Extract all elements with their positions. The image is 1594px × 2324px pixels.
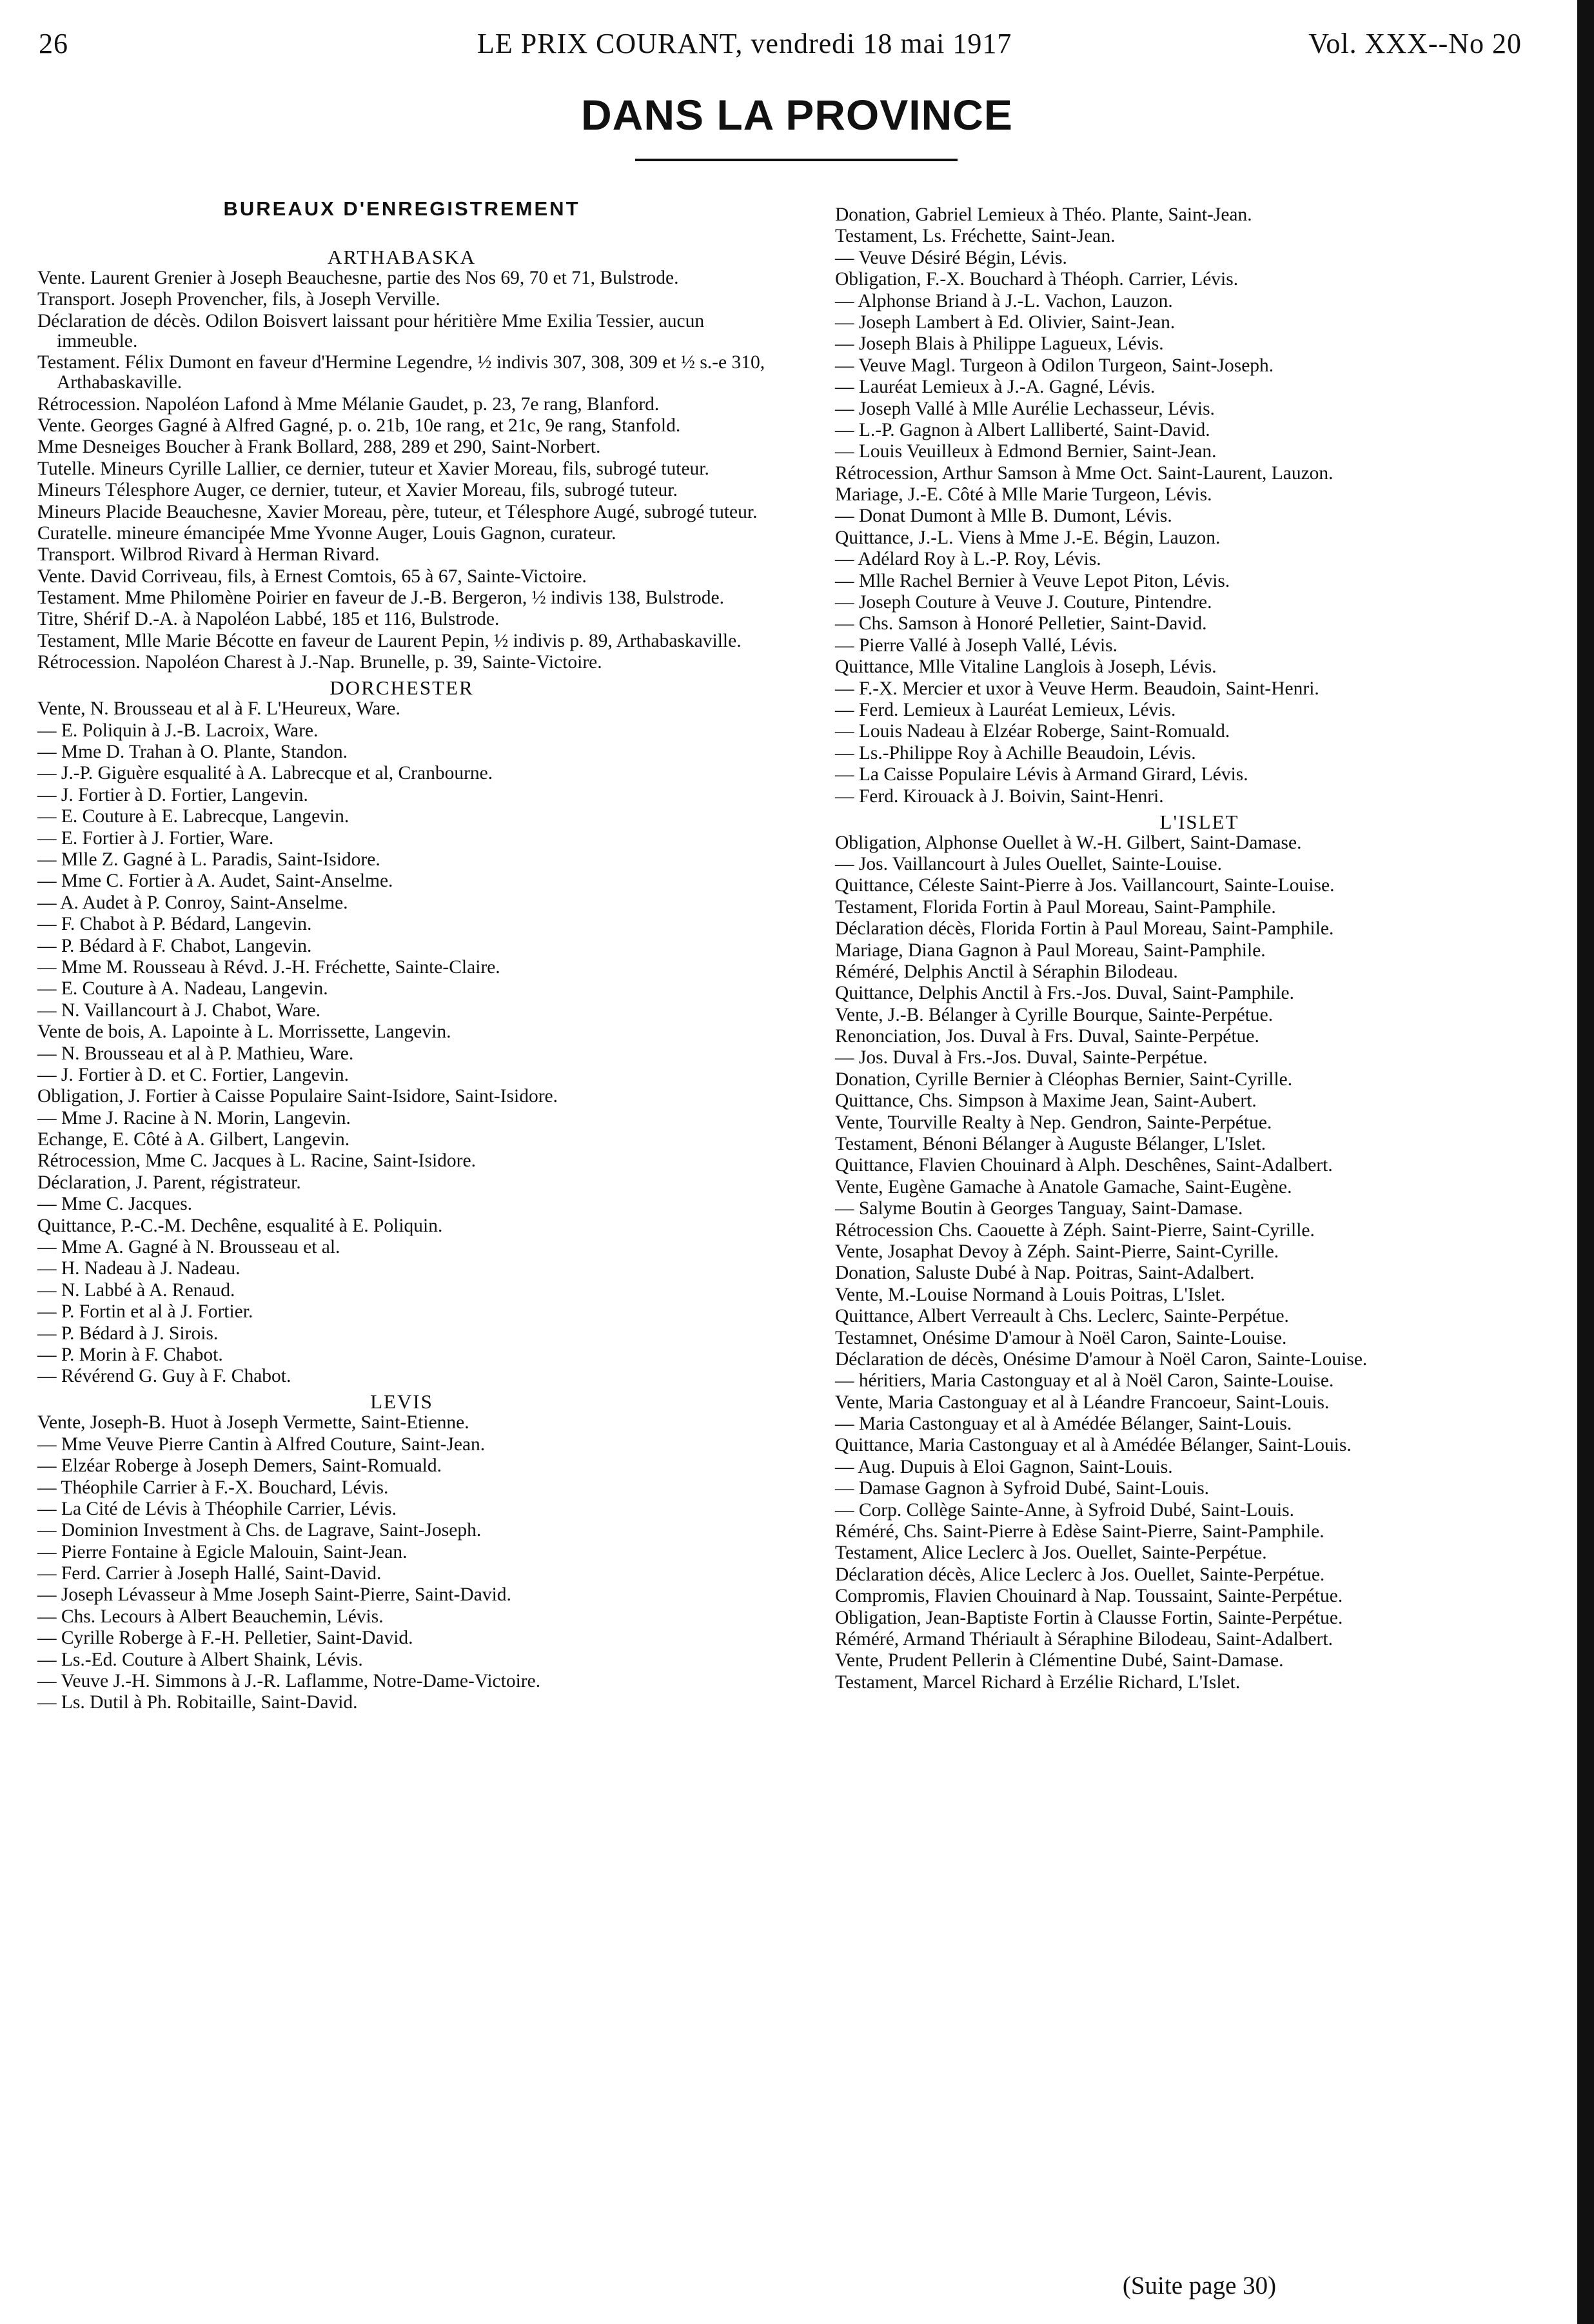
registry-entry: Rétrocession. Napoléon Charest à J.-Nap. Brunelle, p. 39, Sainte-Victoire. [37, 652, 602, 673]
right-column [835, 205, 1564, 1694]
registry-entry: Vente. David Corriveau, fils, à Ernest Comtois, 65 à 67, Sainte-Victoire. [37, 566, 587, 587]
registry-entry: Vente. Laurent Grenier à Joseph Beauchesne, partie des Nos 69, 70 et 71, Bulstrode. [37, 268, 679, 288]
registry-entry: — Joseph Lambert à Ed. Olivier, Saint-Jean. [835, 311, 1176, 333]
registry-entry: — F.-X. Mercier et uxor à Veuve Herm. Beaudoin, Saint-Henri. [835, 678, 1319, 699]
registry-entry: Testamnet, Onésime D'amour à Noël Caron, Sainte-Louise. [835, 1327, 1287, 1348]
registry-entry: — Damase Gagnon à Syfroid Dubé, Saint-Louis. [835, 1478, 1210, 1499]
registry-entry: Vente, Josaphat Devoy à Zéph. Saint-Pierre, Saint-Cyrille. [835, 1241, 1279, 1262]
registry-entry: Echange, E. Côté à A. Gilbert, Langevin. [37, 1129, 350, 1150]
region-heading: ARTHABASKA [328, 246, 476, 268]
registry-entry: — Ferd. Lemieux à Lauréat Lemieux, Lévis. [835, 699, 1176, 720]
registry-entry: — J. Fortier à D. Fortier, Langevin. [37, 784, 308, 805]
registry-entry: — Jos. Duval à Frs.-Jos. Duval, Sainte-Perpétue. [835, 1047, 1208, 1068]
registry-entry: — P. Morin à F. Chabot. [37, 1344, 223, 1365]
registry-entry: — Louis Nadeau à Elzéar Roberge, Saint-Romuald. [835, 721, 1230, 742]
registry-entry: — F. Chabot à P. Bédard, Langevin. [37, 914, 312, 935]
registry-entry: — Ls.-Ed. Couture à Albert Shaink, Lévis. [37, 1649, 363, 1670]
registry-entry: — P. Bédard à J. Sirois. [37, 1323, 219, 1344]
registry-entry: — Mlle Rachel Bernier à Veuve Lepot Piton, Lévis. [835, 570, 1230, 591]
registry-entry: Rétrocession. Napoléon Lafond à Mme Mélanie Gaudet, p. 23, 7e rang, Blanford. [37, 393, 660, 415]
registry-entry: — Mme J. Racine à N. Morin, Langevin. [37, 1107, 351, 1128]
registry-entry: — Dominion Investment à Chs. de Lagrave, Saint-Joseph. [37, 1520, 482, 1541]
registry-entry: Vente, Eugène Gamache à Anatole Gamache, Saint-Eugène. [835, 1176, 1292, 1197]
registry-entry: Réméré, Delphis Anctil à Séraphin Bilodeau. [835, 961, 1178, 982]
registry-entry: — Donat Dumont à Mlle B. Dumont, Lévis. [835, 506, 1172, 527]
registry-entry: Déclaration décès, Florida Fortin à Paul Moreau, Saint-Pamphile. [835, 918, 1334, 940]
registry-entry: — J.-P. Giguère esqualité à A. Labrecque et al, Cranbourne. [37, 763, 493, 784]
registry-entry: — La Caisse Populaire Lévis à Armand Girard, Lévis. [835, 764, 1248, 785]
page-header [39, 27, 1522, 72]
registry-entry: Réméré, Chs. Saint-Pierre à Edèse Saint-Pierre, Saint-Pamphile. [835, 1521, 1324, 1542]
registry-entry: — H. Nadeau à J. Nadeau. [37, 1258, 241, 1279]
region-heading: LEVIS [370, 1390, 433, 1413]
continuation-note: (Suite page 30) [1122, 2272, 1277, 2299]
registry-entry: Titre, Shérif D.-A. à Napoléon Labbé, 185 et 116, Bulstrode. [37, 609, 500, 630]
registry-entry: Quittance, J.-L. Viens à Mme J.-E. Bégin, Lauzon. [835, 527, 1221, 548]
registry-entry: Tutelle. Mineurs Cyrille Lallier, ce dernier, tuteur et Xavier Moreau, fils, subrogé tuteur. [37, 458, 709, 479]
registry-entry: — Louis Veuilleux à Edmond Bernier, Saint-Jean. [835, 441, 1217, 462]
registry-entry: — Joseph Lévasseur à Mme Joseph Saint-Pierre, Saint-David. [37, 1584, 511, 1606]
publication-line: LE PRIX COURANT, vendredi 18 mai 1917 [477, 28, 1012, 59]
registry-entry: Quittance, Albert Verreault à Chs. Leclerc, Sainte-Perpétue. [835, 1306, 1289, 1327]
section-heading: BUREAUX D'ENREGISTREMENT [223, 197, 580, 220]
registry-entry: Quittance, P.-C.-M. Dechêne, esqualité à E. Poliquin. [37, 1215, 443, 1236]
registry-entry: — Pierre Vallé à Joseph Vallé, Lévis. [835, 635, 1118, 656]
registry-entry: — A. Audet à P. Conroy, Saint-Anselme. [37, 892, 348, 913]
registry-entry: — Mlle Z. Gagné à L. Paradis, Saint-Isidore. [37, 849, 380, 870]
scan-edge-bar [1577, 0, 1594, 2324]
registry-entry: — N. Labbé à A. Renaud. [37, 1279, 235, 1301]
registry-entry: — Ls.-Philippe Roy à Achille Beaudoin, Lévis. [835, 742, 1196, 763]
registry-entry: Obligation, Jean-Baptiste Fortin à Clausse Fortin, Sainte-Perpétue. [835, 1607, 1343, 1628]
registry-entry: Testament, Mlle Marie Bécotte en faveur de Laurent Pepin, ½ indivis p. 89, Arthabaskaville. [37, 630, 742, 651]
registry-entry: Mariage, Diana Gagnon à Paul Moreau, Saint-Pamphile. [835, 940, 1266, 961]
registry-entry: Vente, Prudent Pellerin à Clémentine Dubé, Saint-Damase. [835, 1650, 1284, 1671]
registry-entry: — N. Vaillancourt à J. Chabot, Ware. [37, 1000, 320, 1021]
registry-entry: Mme Desneiges Boucher à Frank Bollard, 288, 289 et 290, Saint-Norbert. [37, 437, 601, 458]
registry-entry: Donation, Cyrille Bernier à Cléophas Bernier, Saint-Cyrille. [835, 1068, 1293, 1090]
registry-entry: — Joseph Blais à Philippe Lagueux, Lévis. [835, 333, 1164, 355]
registry-entry: Donation, Saluste Dubé à Nap. Poitras, Saint-Adalbert. [835, 1263, 1255, 1284]
registry-entry: — Maria Castonguay et al à Amédée Bélanger, Saint-Louis. [835, 1413, 1292, 1435]
registry-entry: — Révérend G. Guy à F. Chabot. [37, 1366, 291, 1387]
registry-entry: Quittance, Céleste Saint-Pierre à Jos. Vaillancourt, Sainte-Louise. [835, 875, 1335, 896]
registry-entry: — Lauréat Lemieux à J.-A. Gagné, Lévis. [835, 377, 1156, 398]
registry-entry: — Joseph Couture à Veuve J. Couture, Pintendre. [835, 592, 1212, 613]
registry-entry: Quittance, Flavien Chouinard à Alph. Deschênes, Saint-Adalbert. [835, 1155, 1333, 1176]
registry-entry: — Jos. Vaillancourt à Jules Ouellet, Sainte-Louise. [835, 853, 1222, 874]
registry-entry: Donation, Gabriel Lemieux à Théo. Plante, Saint-Jean. [835, 204, 1252, 225]
registry-entry: Rétrocession, Arthur Samson à Mme Oct. Saint-Laurent, Lauzon. [835, 462, 1333, 484]
registry-entry: — Ferd. Kirouack à J. Boivin, Saint-Henri. [835, 785, 1164, 807]
left-column [37, 193, 766, 1715]
registry-entry: — Elzéar Roberge à Joseph Demers, Saint-Romuald. [37, 1455, 442, 1477]
registry-entry: — N. Brousseau et al à P. Mathieu, Ware. [37, 1043, 354, 1064]
registry-entry: Déclaration, J. Parent, régistrateur. [37, 1172, 301, 1193]
registry-entry: Quittance, Mlle Vitaline Langlois à Joseph, Lévis. [835, 656, 1217, 678]
registry-entry: — La Cité de Lévis à Théophile Carrier, Lévis. [37, 1498, 397, 1519]
registry-entry: Obligation, Alphonse Ouellet à W.-H. Gilbert, Saint-Damase. [835, 832, 1302, 853]
registry-entry: — Chs. Lecours à Albert Beauchemin, Lévis. [37, 1606, 384, 1627]
registry-entry: — P. Fortin et al à J. Fortier. [37, 1301, 253, 1323]
registry-entry: — Ls. Dutil à Ph. Robitaille, Saint-David. [37, 1692, 358, 1713]
registry-entry: Vente, N. Brousseau et al à F. L'Heureux, Ware. [37, 698, 400, 720]
volume-number: Vol. XXX--No 20 [1308, 28, 1522, 59]
registry-entry: — Aug. Dupuis à Eloi Gagnon, Saint-Louis. [835, 1456, 1173, 1477]
registry-entry: Testament. Mme Philomène Poirier en faveur de J.-B. Bergeron, ½ indivis 138, Bulstrode. [37, 587, 724, 609]
registry-entry: Quittance, Delphis Anctil à Frs.-Jos. Duval, Saint-Pamphile. [835, 983, 1295, 1004]
registry-entry: Déclaration de décès, Onésime D'amour à Noël Caron, Sainte-Louise. [835, 1348, 1368, 1370]
region-heading: DORCHESTER [330, 676, 474, 700]
registry-entry: Testament, Marcel Richard à Erzélie Richard, L'Islet. [835, 1671, 1241, 1693]
registry-entry: Curatelle. mineure émancipée Mme Yvonne Auger, Louis Gagnon, curateur. [37, 522, 616, 544]
registry-entry: — Adélard Roy à L.-P. Roy, Lévis. [835, 549, 1101, 570]
registry-entry: Quittance, Maria Castonguay et al à Amédée Bélanger, Saint-Louis. [835, 1435, 1352, 1456]
page-title: DANS LA PROVINCE [581, 91, 1013, 139]
registry-entry: Mariage, J.-E. Côté à Mlle Marie Turgeon, Lévis. [835, 484, 1212, 506]
registry-entry: — Corp. Collège Sainte-Anne, à Syfroid Dubé, Saint-Louis. [835, 1499, 1294, 1521]
registry-entry: — Veuve J.-H. Simmons à J.-R. Laflamme, Notre-Dame-Victoire. [37, 1671, 541, 1692]
registry-entry: Transport. Wilbrod Rivard à Herman Rivard. [37, 544, 380, 566]
registry-entry: — Veuve Magl. Turgeon à Odilon Turgeon, Saint-Joseph. [835, 355, 1274, 376]
registry-entry: — Mme C. Jacques. [37, 1194, 193, 1215]
registry-entry: Déclaration décès, Alice Leclerc à Jos. Ouellet, Sainte-Perpétue. [835, 1564, 1325, 1585]
registry-entry: — L.-P. Gagnon à Albert Lalliberté, Saint-David. [835, 419, 1210, 440]
registry-entry: Testament, Ls. Fréchette, Saint-Jean. [835, 226, 1116, 247]
registry-entry: — E. Couture à E. Labrecque, Langevin. [37, 806, 349, 827]
registry-entry: — Chs. Samson à Honoré Pelletier, Saint-David. [835, 613, 1207, 635]
registry-entry: Vente, Joseph-B. Huot à Joseph Vermette, Saint-Etienne. [37, 1412, 469, 1433]
registry-entry: — Pierre Fontaine à Egicle Malouin, Saint-Jean. [37, 1541, 408, 1562]
region-heading: L'ISLET [1159, 810, 1239, 833]
registry-entry: Rétrocession, Mme C. Jacques à L. Racine, Saint-Isidore. [37, 1150, 476, 1172]
registry-entry: Vente, M.-Louise Normand à Louis Poitras, L'Islet. [835, 1284, 1226, 1305]
registry-entry: — E. Fortier à J. Fortier, Ware. [37, 827, 274, 849]
registry-entry: Testament, Alice Leclerc à Jos. Ouellet, Sainte-Perpétue. [835, 1542, 1267, 1564]
registry-entry: Transport. Joseph Provencher, fils, à Joseph Verville. [37, 289, 440, 310]
registry-entry: Vente. Georges Gagné à Alfred Gagné, p. o. 21b, 10e rang, et 21c, 9e rang, Stanfold. [37, 415, 681, 436]
registry-entry: Mineurs Placide Beauchesne, Xavier Moreau, père, tuteur, et Télesphore Augé, subrogé tuteur. [37, 501, 758, 522]
registry-entry: — Mme A. Gagné à N. Brousseau et al. [37, 1237, 340, 1258]
registry-entry: Obligation, F.-X. Bouchard à Théoph. Carrier, Lévis. [835, 269, 1239, 290]
registry-entry: — E. Poliquin à J.-B. Lacroix, Ware. [37, 720, 319, 741]
registry-entry: Mineurs Télesphore Auger, ce dernier, tuteur, et Xavier Moreau, fils, subrogé tuteur. [37, 480, 678, 501]
registry-entry: — Ferd. Carrier à Joseph Hallé, Saint-David. [37, 1563, 382, 1584]
registry-entry: Vente de bois, A. Lapointe à L. Morrissette, Langevin. [37, 1021, 451, 1043]
registry-entry: — Mme Veuve Pierre Cantin à Alfred Couture, Saint-Jean. [37, 1433, 486, 1455]
registry-entry: — Théophile Carrier à F.-X. Bouchard, Lévis. [37, 1477, 389, 1498]
registry-entry: Vente, J.-B. Bélanger à Cyrille Bourque, Sainte-Perpétue. [835, 1004, 1274, 1025]
registry-entry: Obligation, J. Fortier à Caisse Populaire Saint-Isidore, Saint-Isidore. [37, 1086, 558, 1107]
registry-entry: Testament, Bénoni Bélanger à Auguste Bélanger, L'Islet. [835, 1134, 1266, 1155]
registry-entry: — Cyrille Roberge à F.-H. Pelletier, Saint-David. [37, 1628, 413, 1649]
registry-entry: Testament, Florida Fortin à Paul Moreau, Saint-Pamphile. [835, 896, 1276, 918]
registry-entry: — J. Fortier à D. et C. Fortier, Langevin. [37, 1064, 349, 1085]
registry-entry: — Mme D. Trahan à O. Plante, Standon. [37, 742, 348, 763]
registry-entry: Vente, Tourville Realty à Nep. Gendron, Sainte-Perpétue. [835, 1112, 1272, 1133]
registry-entry: — Salyme Boutin à Georges Tanguay, Saint-Damase. [835, 1198, 1243, 1219]
registry-entry: — E. Couture à A. Nadeau, Langevin. [37, 978, 328, 1000]
registry-entry: — Veuve Désiré Bégin, Lévis. [835, 247, 1067, 268]
registry-entry: — P. Bédard à F. Chabot, Langevin. [37, 935, 312, 956]
registry-entry: — Mme M. Rousseau à Révd. J.-H. Fréchette, Sainte-Claire. [37, 956, 500, 978]
registry-entry: — Mme C. Fortier à A. Audet, Saint-Anselme. [37, 871, 393, 892]
registry-entry: Quittance, Chs. Simpson à Maxime Jean, Saint-Aubert. [835, 1090, 1257, 1112]
registry-entry: — Alphonse Briand à J.-L. Vachon, Lauzon. [835, 290, 1173, 311]
registry-entry: Rétrocession Chs. Caouette à Zéph. Saint-Pierre, Saint-Cyrille. [835, 1219, 1315, 1241]
registry-entry: Déclaration de décès. Odilon Boisvert laissant pour héritière Mme Exilia Tessier, aucun immeuble. [37, 310, 705, 351]
registry-entry: Réméré, Armand Thériault à Séraphine Bilodeau, Saint-Adalbert. [835, 1629, 1333, 1649]
page-number: 26 [39, 28, 68, 59]
registry-entry: — Joseph Vallé à Mlle Aurélie Lechasseur, Lévis. [835, 398, 1215, 419]
title-rule [635, 159, 958, 161]
registry-entry: — héritiers, Maria Castonguay et al à Noël Caron, Sainte-Louise. [835, 1370, 1334, 1392]
registry-entry: Compromis, Flavien Chouinard à Nap. Toussaint, Sainte-Perpétue. [835, 1586, 1343, 1607]
registry-entry: Renonciation, Jos. Duval à Frs. Duval, Sainte-Perpétue. [835, 1026, 1259, 1047]
registry-entry: Testament. Félix Dumont en faveur d'Hermine Legendre, ½ indivis 307, 308, 309 et ½ s.-e 310, Arthabaskaville. [37, 352, 765, 393]
registry-entry: Vente, Maria Castonguay et al à Léandre Francoeur, Saint-Louis. [835, 1392, 1330, 1413]
